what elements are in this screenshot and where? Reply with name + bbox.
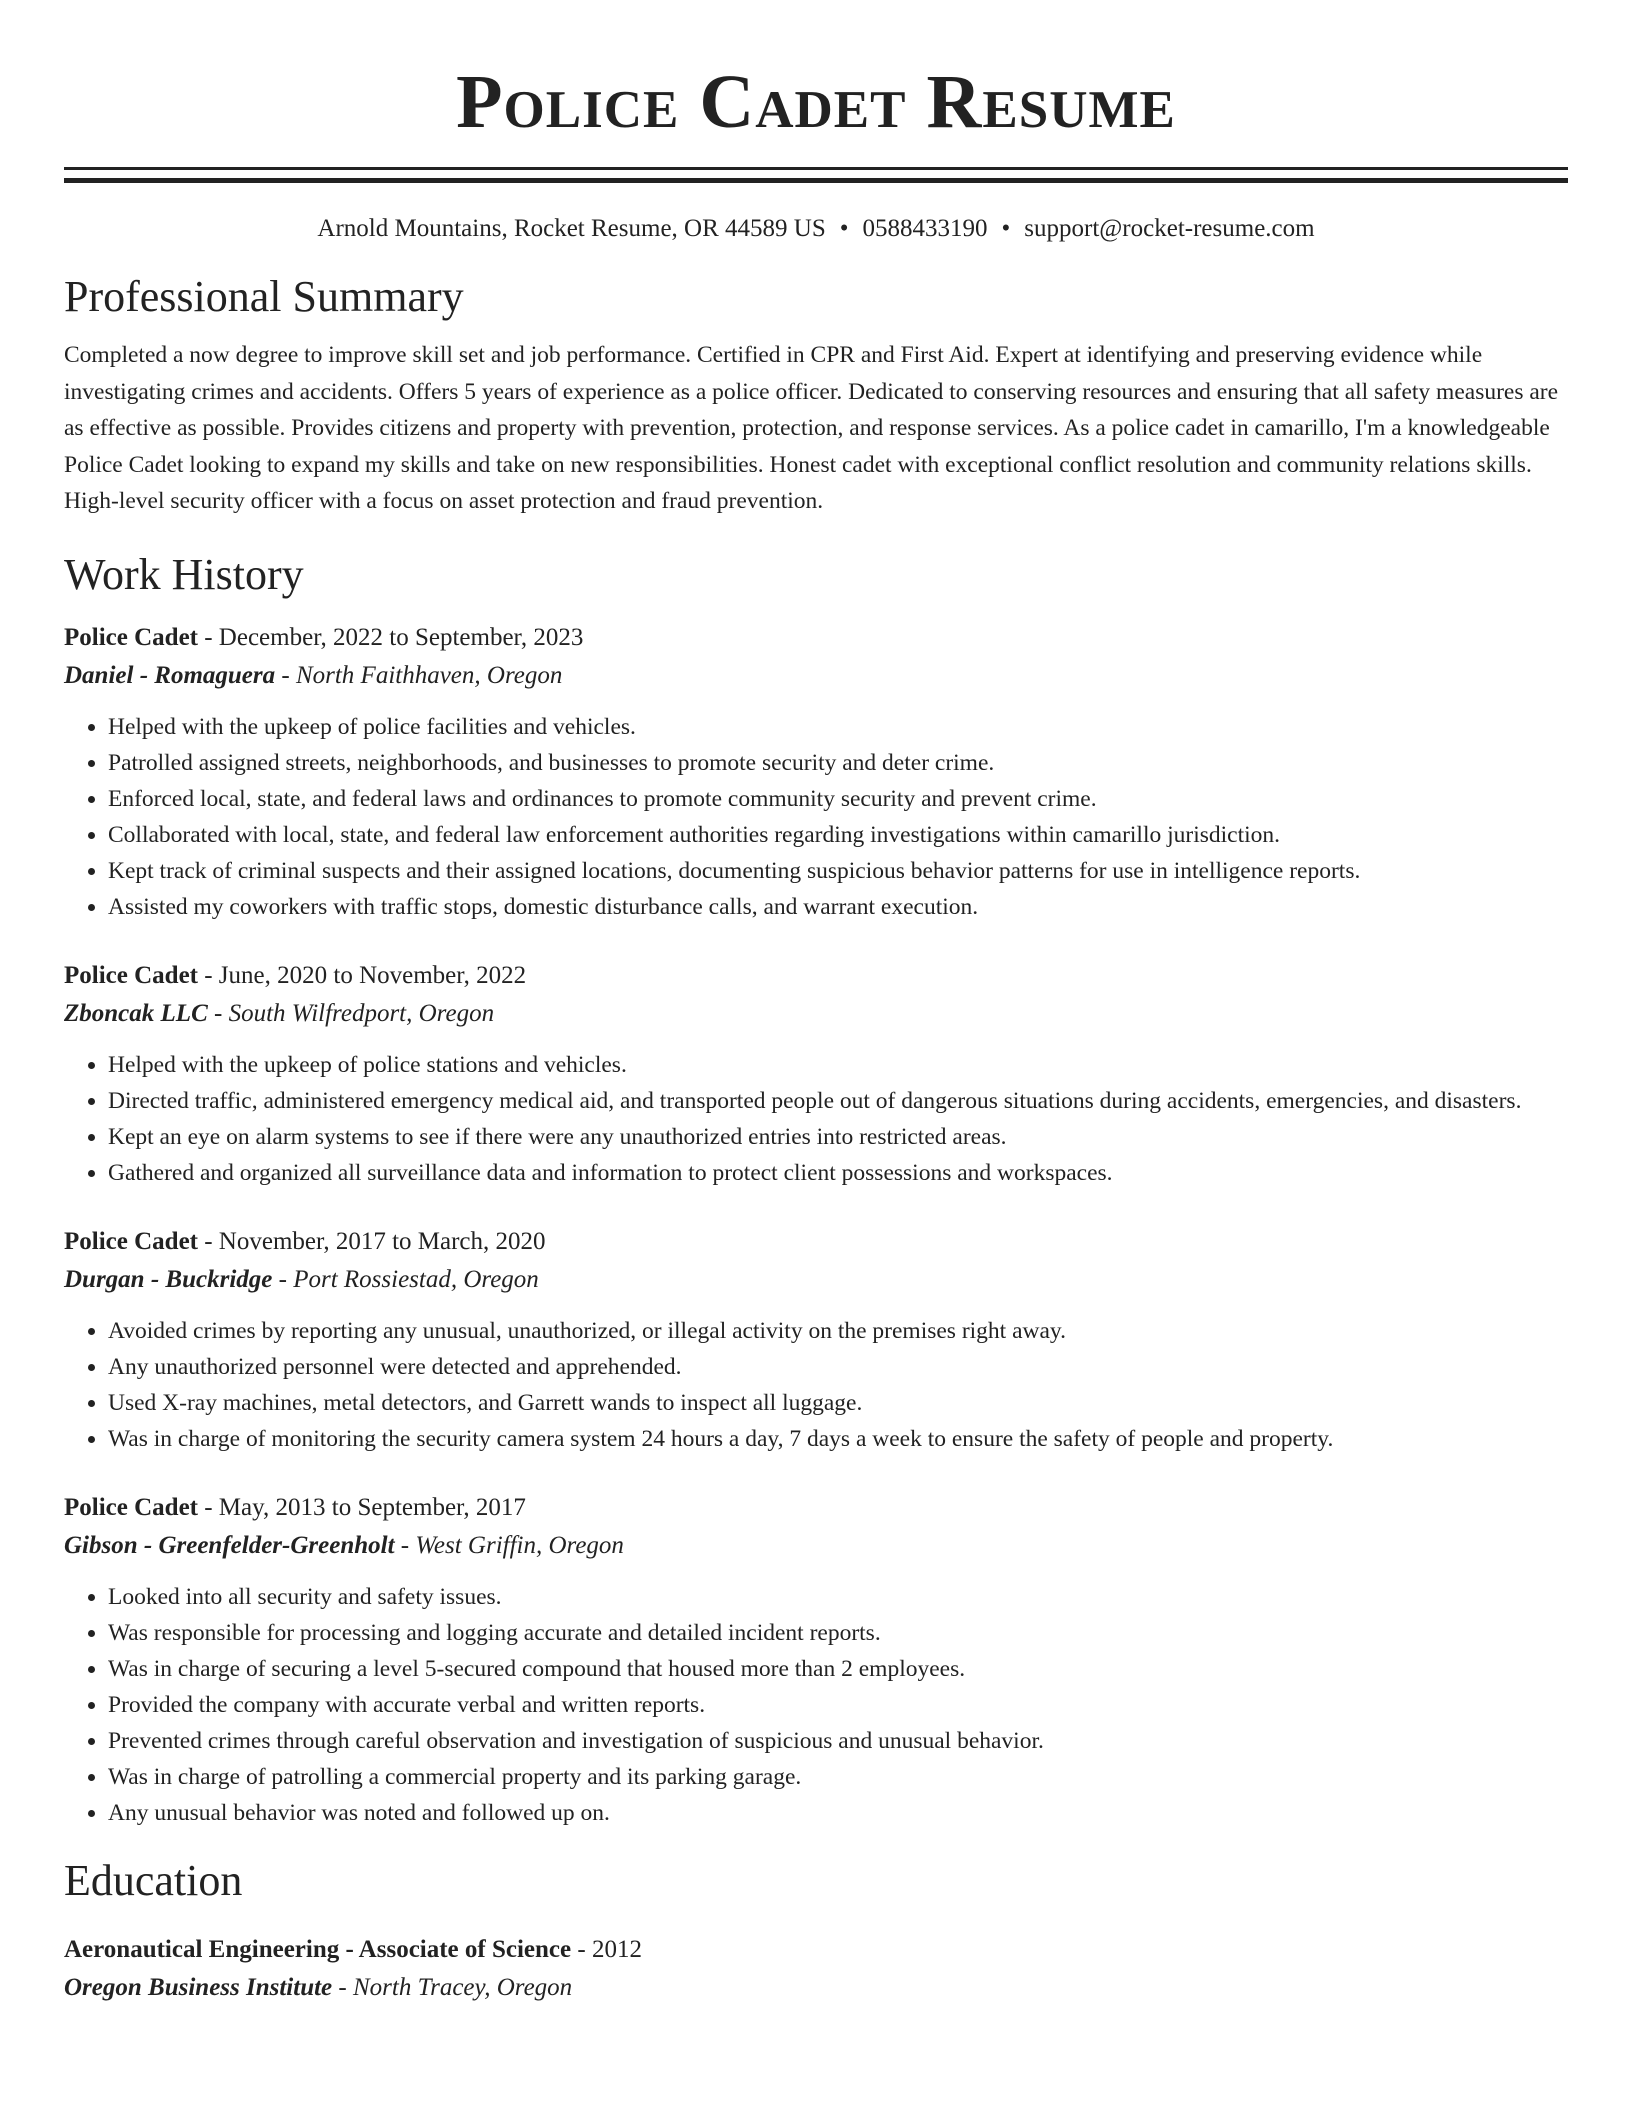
job-entry <box>64 1223 1568 1457</box>
duty-item: • Assisted my coworkers with traffic stops, domestic disturbance calls, and warrant execution. <box>108 889 1568 925</box>
education-school: Oregon Business Institute <box>64 1973 333 2001</box>
duty-item: • Collaborated with local, state, and federal law enforcement authorities regarding investigations within camarillo jurisdiction. <box>108 817 1568 853</box>
duty-item: • Was responsible for processing and logging accurate and detailed incident reports. <box>108 1615 1568 1651</box>
job-entry <box>64 957 1568 1191</box>
duty-item: • Any unauthorized personnel were detected and apprehended. <box>108 1349 1568 1385</box>
duty-item: • Was in charge of patrolling a commercial property and its parking garage. <box>108 1759 1568 1795</box>
education-institution <box>64 1969 1568 2007</box>
contact-line <box>64 211 1568 247</box>
job-title: Police Cadet <box>64 1227 198 1255</box>
job-dates: - November, 2017 to March, 2020 <box>197 1227 546 1255</box>
duty-item: • Gathered and organized all surveillance data and information to protect client possessions and workspaces. <box>108 1155 1568 1191</box>
resume-title: Police Cadet Resume <box>456 60 1176 144</box>
education-entry <box>64 1931 1568 2007</box>
job-title: Police Cadet <box>64 623 198 651</box>
job-duties <box>64 1047 1568 1191</box>
job-duties <box>64 709 1568 925</box>
job-location: - Port Rossiestad, Oregon <box>272 1265 539 1293</box>
work-history-heading: Work History <box>64 549 304 599</box>
contact-email[interactable]: support@rocket-resume.com <box>1024 215 1315 242</box>
job-dates: - June, 2020 to November, 2022 <box>197 961 527 989</box>
job-header <box>64 957 1568 995</box>
job-dates: - December, 2022 to September, 2023 <box>197 623 584 651</box>
job-employer <box>64 995 1568 1033</box>
job-duties <box>64 1579 1568 1831</box>
job-title: Police Cadet <box>64 961 198 989</box>
duty-item: • Helped with the upkeep of police stations and vehicles. <box>108 1047 1568 1083</box>
job-duties <box>64 1313 1568 1457</box>
contact-address: Arnold Mountains, Rocket Resume, OR 44589 US <box>317 215 826 242</box>
job-location: - West Griffin, Oregon <box>394 1531 624 1559</box>
summary-text: Completed a now degree to improve skill set and job performance. Certified in CPR and First Aid. Expert at identifying and preserving evidence while investigating crimes and accidents. Offers 5 years of experience as a police officer. Dedicated to conserving resources and ensuring that all safety measures are as effective as possible. Provides citizens and property with prevention, protection, and response services. As a police cadet in camarillo, I'm a knowledgeable Police Cadet looking to expand my skills and take on new responsibilities. Honest cadet with exceptional conflict resolution and community relations skills. High-level security officer with a focus on asset protection and fraud prevention. <box>64 342 1559 514</box>
job-location: - North Faithhaven, Oregon <box>275 661 563 689</box>
duty-item: • Provided the company with accurate verbal and written reports. <box>108 1687 1568 1723</box>
duty-item: • Was in charge of securing a level 5-secured compound that housed more than 2 employees. <box>108 1651 1568 1687</box>
job-location: - South Wilfredport, Oregon <box>207 999 495 1027</box>
job-company: Zboncak LLC <box>64 999 208 1027</box>
duty-item: • Any unusual behavior was noted and followed up on. <box>108 1795 1568 1831</box>
education-header <box>64 1931 1568 1969</box>
duty-item: • Kept track of criminal suspects and their assigned locations, documenting suspicious behavior patterns for use in intelligence reports. <box>108 853 1568 889</box>
contact-separator: • <box>1001 215 1011 242</box>
duty-item: • Looked into all security and safety issues. <box>108 1579 1568 1615</box>
job-header <box>64 1223 1568 1261</box>
education-degree: Aeronautical Engineering - Associate of Science <box>64 1935 572 1963</box>
job-entry <box>64 619 1568 925</box>
duty-item: • Directed traffic, administered emergency medical aid, and transported people out of dangerous situations during accidents, emergencies, and disasters. <box>108 1083 1568 1119</box>
job-employer <box>64 657 1568 695</box>
job-employer <box>64 1527 1568 1565</box>
education-heading: Education <box>64 1855 243 1905</box>
duty-item: • Kept an eye on alarm systems to see if there were any unauthorized entries into restricted areas. <box>108 1119 1568 1155</box>
duty-item: • Patrolled assigned streets, neighborhoods, and businesses to promote security and deter crime. <box>108 745 1568 781</box>
job-employer <box>64 1261 1568 1299</box>
duty-item: • Was in charge of monitoring the security camera system 24 hours a day, 7 days a week to ensure the safety of people and property. <box>108 1421 1568 1457</box>
education-year: - 2012 <box>571 1935 642 1963</box>
job-header <box>64 1489 1568 1527</box>
duty-item: • Enforced local, state, and federal laws and ordinances to promote community security and prevent crime. <box>108 781 1568 817</box>
job-title: Police Cadet <box>64 1493 198 1521</box>
contact-phone: 0588433190 <box>862 215 988 242</box>
job-entry <box>64 1489 1568 1831</box>
duty-item: • Avoided crimes by reporting any unusual, unauthorized, or illegal activity on the premises right away. <box>108 1313 1568 1349</box>
title-divider <box>64 167 1568 183</box>
summary-heading: Professional Summary <box>64 272 464 321</box>
job-company: Durgan - Buckridge <box>64 1265 273 1293</box>
job-dates: - May, 2013 to September, 2017 <box>197 1493 526 1521</box>
education-location: - North Tracey, Oregon <box>332 1973 573 2001</box>
duty-item: • Prevented crimes through careful observation and investigation of suspicious and unusual behavior. <box>108 1723 1568 1759</box>
job-company: Daniel - Romaguera <box>64 661 276 689</box>
duty-item: • Helped with the upkeep of police facilities and vehicles. <box>108 709 1568 745</box>
contact-separator: • <box>839 215 849 242</box>
job-header <box>64 619 1568 657</box>
duty-item: • Used X-ray machines, metal detectors, and Garrett wands to inspect all luggage. <box>108 1385 1568 1421</box>
job-company: Gibson - Greenfelder-Greenholt <box>64 1531 395 1559</box>
